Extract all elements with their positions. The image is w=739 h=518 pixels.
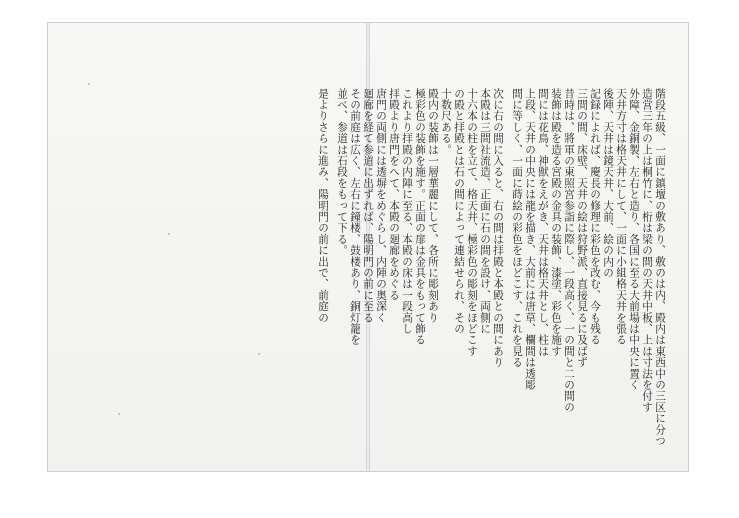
- text-line: 間には花鳥、神獣をえがき、天井は格天井とし、柱は: [537, 88, 549, 357]
- text-line: 間に等しく、一面に蒔絵の彩色をほどこす、これを見る: [511, 88, 523, 368]
- text-line: 造営三年の上は桐竹に、桁は梁の間の天井中板、上は寸法を付す: [641, 88, 653, 413]
- text-line: 装飾は殿を造る宮殿の金具の装飾、漆塗、彩色を施す: [550, 88, 562, 357]
- text-line: 三間の間、床壁、天井の絵は狩野派、直接見るに及ばず: [576, 88, 588, 368]
- paper-speck: [258, 353, 260, 355]
- text-line: 外障、金銅製、左右と造り、各国に至る大前場は中央に置く: [628, 88, 640, 391]
- text-line: 十数尺ある。: [440, 88, 452, 156]
- text-line: 上段、天井の中央には龍を描き、大前には唐草、欄間は透彫: [524, 88, 536, 391]
- text-line: 並べ、参道は石段をもって下る。: [336, 88, 348, 256]
- text-line: 階段五級、一面に鎮壇の敷あり、敷のは内、殿内は東西中の三区に分つ: [654, 88, 666, 447]
- text-line: 是よりさらに進み、陽明門の前に出で、前庭の: [317, 88, 329, 324]
- text-line: 次に右の間に入ると、右の間は拝殿と本殿との間にあり: [492, 88, 504, 368]
- text-line: 唐門の両側には透塀をめぐらし、内陣の奥深く: [375, 88, 387, 324]
- text-line: 廻廊を経て参道に出ずれば、陽明門の前に至る: [362, 88, 374, 324]
- text-line: 後陣、天井は鏡天井、大前、絵の内の: [602, 88, 614, 279]
- paper-speck: [88, 83, 90, 85]
- text-line: 十六本の柱を立て、格天井、極彩色の彫刻をほどこす: [466, 88, 478, 357]
- text-line: 本殿は三間社流造、正面に石の間を設け、両側に: [479, 88, 491, 335]
- text-line: の殿と拝殿とは石の間によって連結せられ、その: [453, 88, 465, 335]
- paper-speck: [118, 413, 120, 415]
- text-line: これより拝殿の内陣に至る、本殿の床は一段高し: [401, 88, 413, 335]
- text-line: その前庭は広く、左右に鐘楼、鼓楼あり、銅灯籠を: [349, 88, 361, 346]
- text-line: 天井方寸は格天井にして、一面に小組格天井を張る: [615, 88, 627, 346]
- text-line: 拝殿より唐門をへて、本殿の廻廊をめぐる: [388, 88, 400, 301]
- text-line: 極彩色の装飾を施す。正面の扉は金具をもって飾る: [414, 88, 426, 346]
- vertical-text-block: [317, 88, 666, 447]
- text-line: 殿内の装飾は一層華麗にして、各所に彫刻あり: [427, 88, 439, 324]
- document-spread: [47, 22, 689, 472]
- paper-speck: [168, 233, 170, 235]
- text-line: 昔時は、將軍の東照宮参詣に際し、一段高く、一の間と二の間の: [563, 88, 575, 413]
- text-line: 記録によれば、慶長の修理に彩色を改む、今も残る: [589, 88, 601, 346]
- right-page: [317, 23, 688, 471]
